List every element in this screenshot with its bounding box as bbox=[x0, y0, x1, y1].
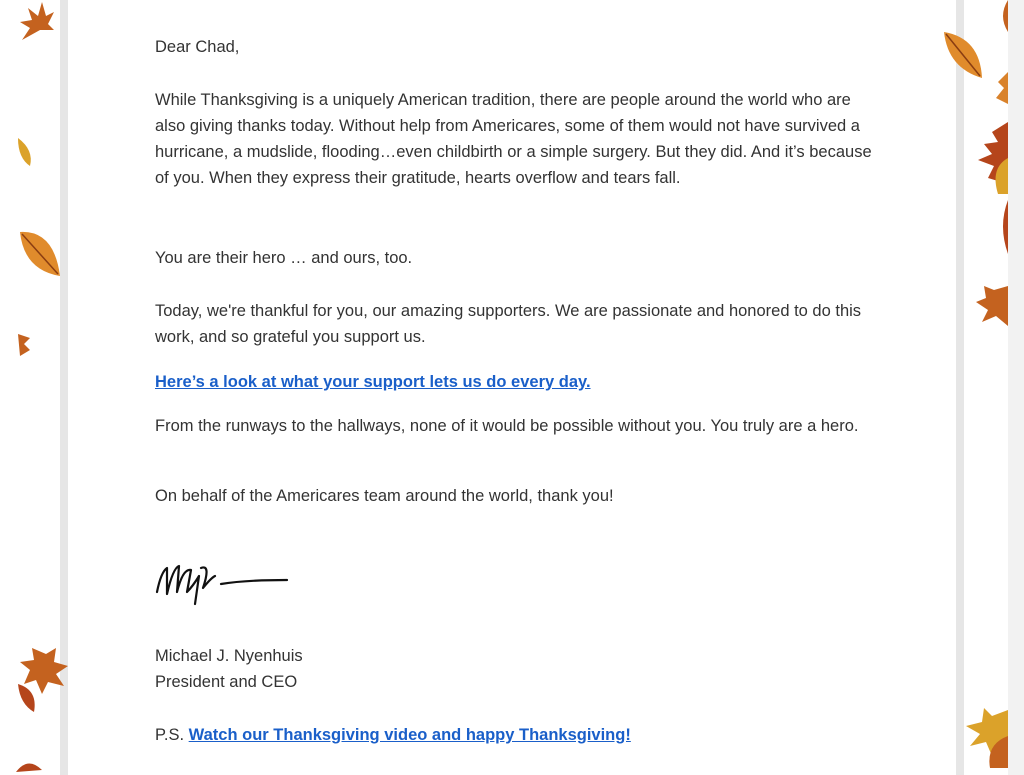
autumn-leaf-icon bbox=[996, 0, 1008, 34]
paragraph-thankful: Today, we're thankful for you, our amazing supporters. We are passionate and honored to do this work, and so grateful you support us. bbox=[155, 302, 862, 346]
autumn-leaf-icon bbox=[968, 118, 1008, 196]
autumn-leaf-icon bbox=[974, 282, 1008, 328]
autumn-leaf-icon bbox=[998, 196, 1008, 256]
signature-image bbox=[155, 558, 295, 610]
autumn-leaf-icon bbox=[994, 70, 1008, 106]
autumn-leaf-icon bbox=[16, 644, 70, 714]
autumn-leaf-icon bbox=[14, 226, 64, 282]
autumn-leaf-icon bbox=[962, 706, 1008, 768]
right-rail bbox=[956, 0, 964, 775]
ps-prefix: P.S. bbox=[155, 726, 185, 744]
autumn-leaf-icon bbox=[940, 28, 988, 82]
right-decor-gutter bbox=[964, 0, 1008, 775]
support-link[interactable]: Here’s a look at what your support lets us do every day. bbox=[155, 373, 591, 391]
paragraph-hero: You are their hero … and ours, too. bbox=[155, 249, 413, 267]
autumn-leaf-icon bbox=[14, 136, 36, 170]
greeting: Dear Chad, bbox=[155, 38, 240, 56]
scrollbar-track[interactable] bbox=[1008, 0, 1024, 775]
postscript bbox=[155, 722, 631, 748]
autumn-leaf-icon bbox=[14, 756, 44, 775]
autumn-leaf-icon bbox=[14, 330, 34, 360]
paragraph-thank-you: On behalf of the Americares team around the world, thank you! bbox=[155, 487, 614, 505]
signer-title: President and CEO bbox=[155, 673, 298, 691]
support-link-line bbox=[155, 369, 591, 395]
signer-name: Michael J. Nyenhuis bbox=[155, 647, 303, 665]
autumn-leaf-icon bbox=[16, 0, 56, 42]
paragraph-runways: From the runways to the hallways, none of it would be possible without you. You truly are a hero. bbox=[155, 417, 859, 435]
video-link[interactable]: Watch our Thanksgiving video and happy Thanksgiving! bbox=[188, 726, 631, 744]
paragraph-gratitude: While Thanksgiving is a uniquely American tradition, there are people around the world who are also giving thanks today. Without help from Americares, some of them would not have survived a hurricane, a mudslide, flooding…even childbirth or a simple surgery. But they did. And it’s because of you. When they express their gratitude, hearts overflow and tears fall. bbox=[155, 91, 872, 187]
